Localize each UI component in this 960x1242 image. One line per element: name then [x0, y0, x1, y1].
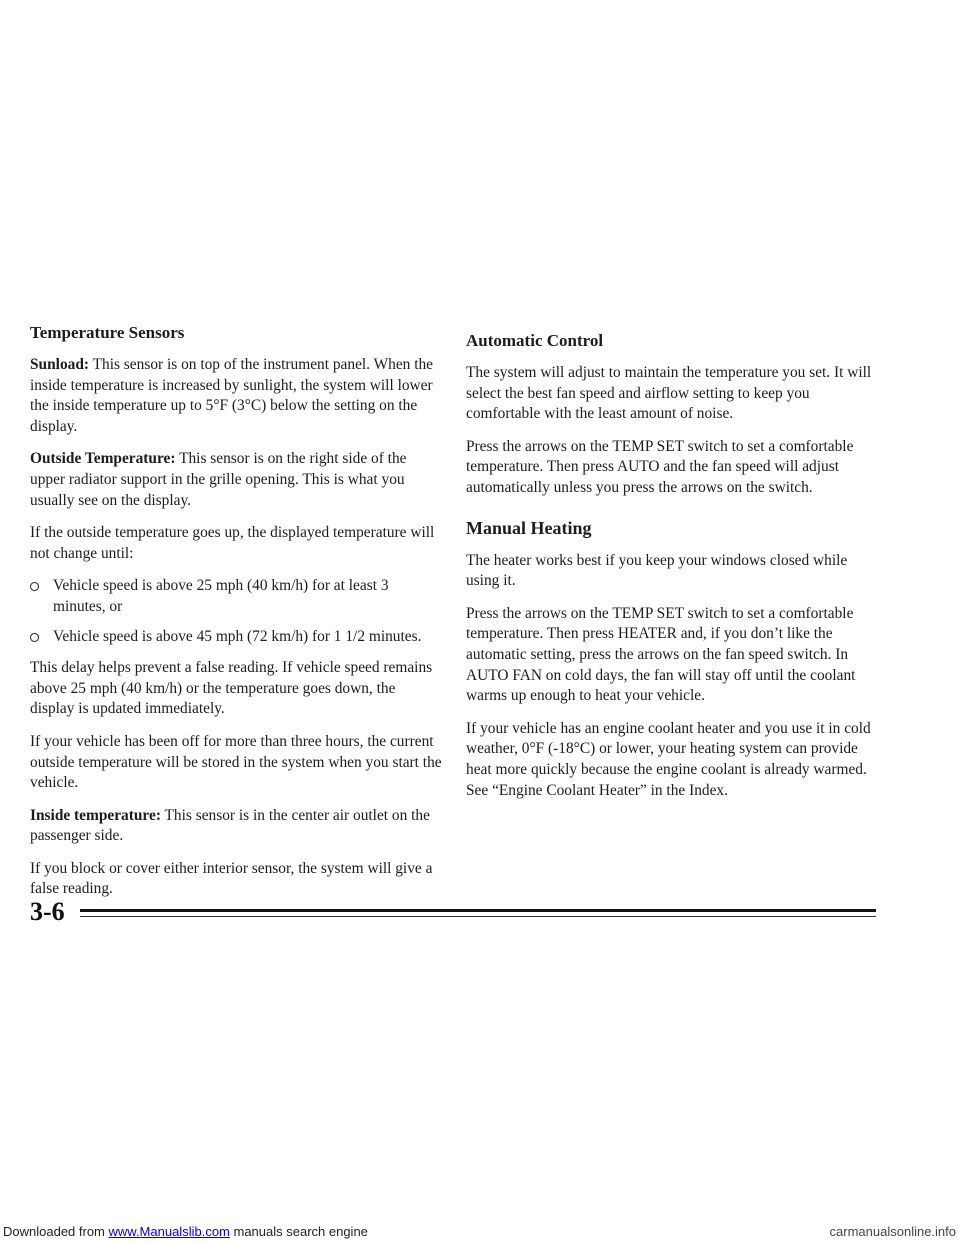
footer-rule-thin	[80, 916, 876, 917]
heading-temperature-sensors: Temperature Sensors	[30, 323, 185, 342]
manualslib-link[interactable]: www.Manualslib.com	[108, 1224, 230, 1239]
left-column	[30, 322, 442, 912]
sunload-label: Sunload:	[30, 356, 90, 373]
footer-prefix: Downloaded from	[3, 1224, 109, 1239]
inside-temperature-text: This sensor is in the center air outlet on the passenger side.	[30, 806, 430, 845]
outside-temperature-paragraph	[30, 449, 442, 511]
download-footer	[0, 1221, 960, 1242]
bullet-icon	[30, 633, 39, 642]
vehicle-off-paragraph: If your vehicle has been off for more than three hours, the current outside temperature will be stored in the system when you start the vehicle.	[30, 732, 442, 792]
heading-automatic-control: Automatic Control	[466, 331, 604, 350]
watermark-text: carmanualsonline.info	[829, 1224, 956, 1239]
footer-source	[3, 1221, 368, 1242]
footer-suffix: manuals search engine	[229, 1224, 368, 1239]
inside-temperature-label: Inside temperature:	[30, 806, 161, 824]
delay-paragraph: This delay helps prevent a false reading. If vehicle speed remains above 25 mph (40 km/h) or the temperature goes down, the display is updated immediately.	[30, 659, 433, 718]
manual-paragraph-1: The heater works best if you keep your windows closed while using it.	[466, 551, 848, 590]
list-item-text: Vehicle speed is above 25 mph (40 km/h) for at least 3 minutes, or	[53, 577, 389, 615]
condition-list	[30, 576, 442, 647]
bullet-icon	[30, 582, 39, 591]
heading-manual-heating: Manual Heating	[466, 517, 592, 538]
sunload-text: This sensor is on top of the instrument panel. When the inside temperature is increased by sunlight, the system will lower the inside temperature up to 5°F (3°C) below the setting on the display.	[30, 356, 433, 435]
list-item	[30, 576, 442, 617]
outside-temperature-label: Outside Temperature:	[30, 450, 176, 468]
block-sensor-paragraph: If you block or cover either interior sensor, the system will give a false reading.	[30, 859, 433, 898]
manual-paragraph-3: If your vehicle has an engine coolant heater and you use it in cold weather, 0°F (-18°C) or lower, your heating system can provide heat more quickly because the engine coolant is already warmed. See “Engine Coolant Heater” in the Index.	[466, 719, 871, 799]
outside-temperature-text: This sensor is on the right side of the upper radiator support in the grille opening. This is what you usually see on the display.	[30, 450, 407, 509]
right-column	[466, 322, 876, 813]
automatic-paragraph-1: The system will adjust to maintain the temperature you set. It will select the best fan speed and airflow setting to keep you comfortable with the least amount of noise.	[466, 364, 872, 423]
manual-paragraph-2: Press the arrows on the TEMP SET switch to set a comfortable temperature. Then press HEATER and, if you don’t like the automatic setting, press the arrows on the fan speed switch. In AUTO FAN on cold days, the fan will stay off until the coolant warms up enough to heat your vehicle.	[466, 604, 856, 705]
page-number: 3-6	[30, 897, 65, 926]
sunload-paragraph	[30, 355, 442, 437]
automatic-paragraph-2: Press the arrows on the TEMP SET switch to set a comfortable temperature. Then press AUTO and the fan speed will adjust automatically unless you press the arrows on the switch.	[466, 437, 854, 496]
list-item	[30, 627, 442, 648]
list-item-text: Vehicle speed is above 45 mph (72 km/h) for 1 1/2 minutes.	[53, 627, 422, 645]
goes-up-paragraph: If the outside temperature goes up, the displayed temperature will not change until:	[30, 524, 435, 562]
footer-rule-thick	[80, 909, 876, 912]
inside-temperature-paragraph	[30, 806, 442, 847]
